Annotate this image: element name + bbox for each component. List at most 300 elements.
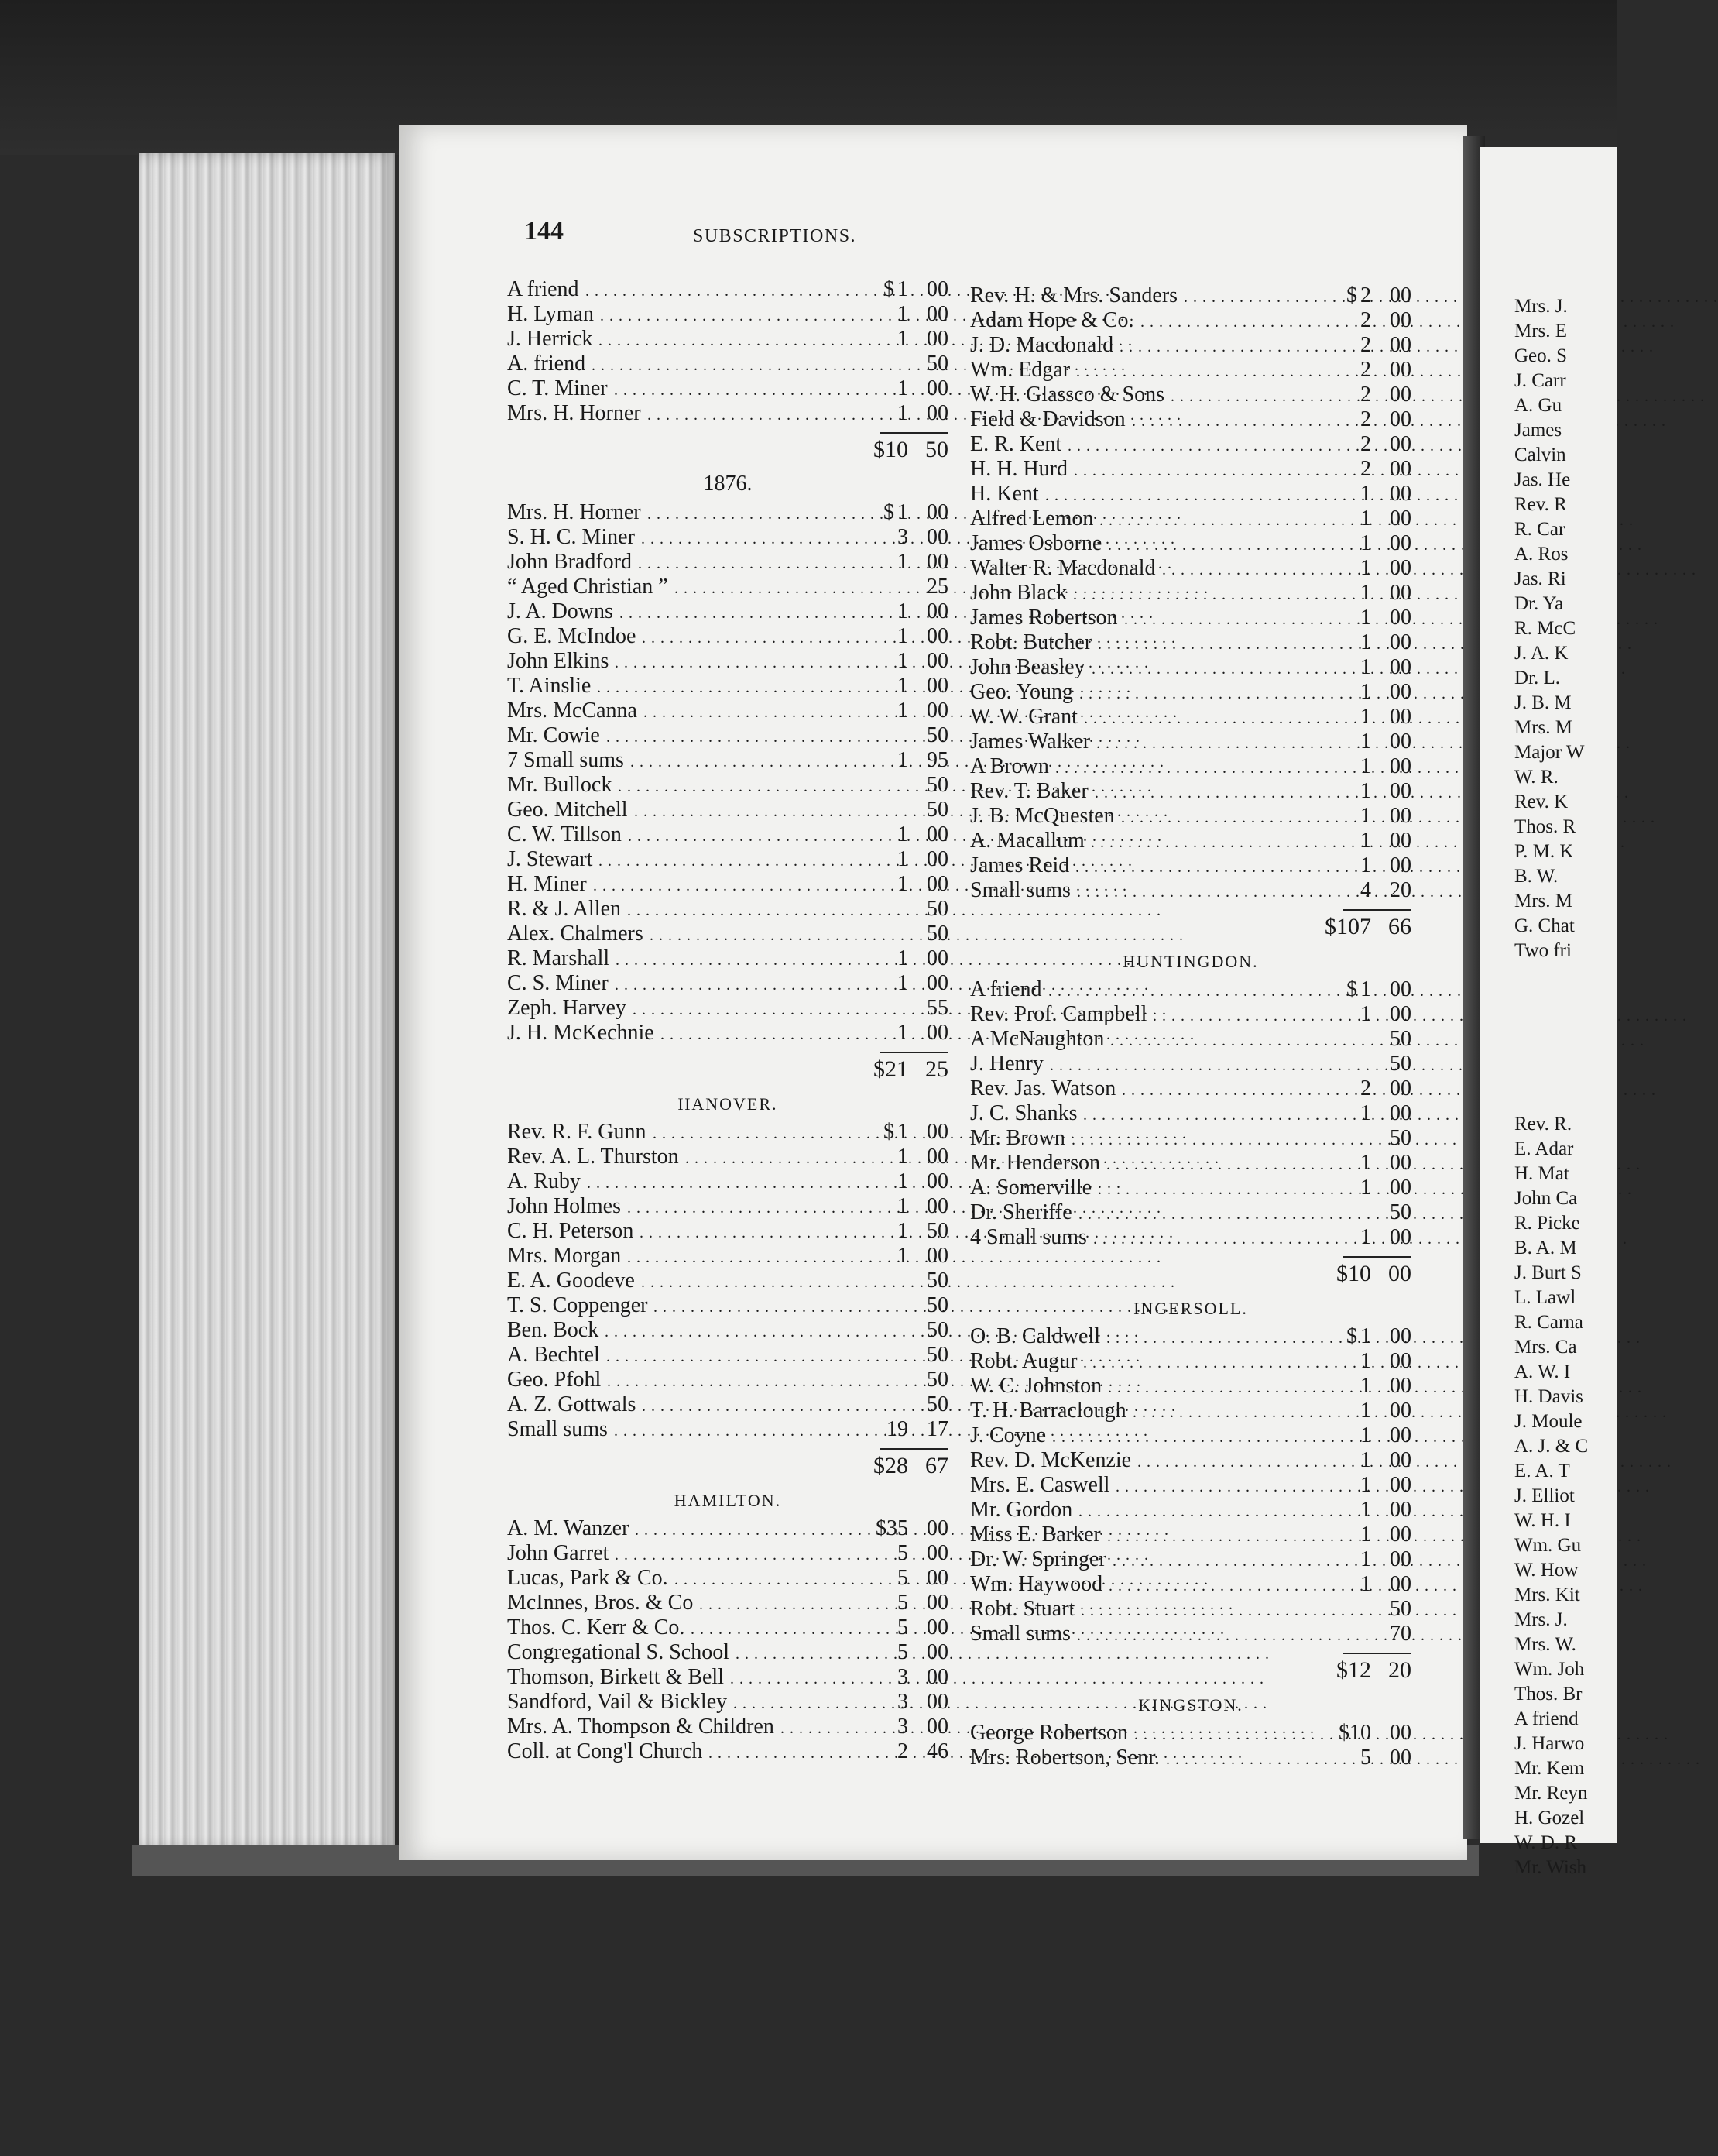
amount-cents: 00 (927, 1541, 948, 1565)
subscription-amount (1357, 1101, 1411, 1126)
subscriber-name: A. Bechtel (507, 1343, 600, 1367)
subscription-entry (507, 1269, 948, 1293)
dot-leader (627, 1194, 888, 1219)
amount-cents: 00 (927, 1145, 948, 1169)
subscriber-name: “ Aged Christian ” (507, 575, 668, 599)
subscription-entry (507, 649, 948, 674)
facing-page-entry: Geo. S (1514, 345, 1568, 366)
dot-leader (606, 723, 888, 748)
facing-page-entry: Dr. L. (1514, 668, 1561, 688)
subscriber-list-1876 (507, 500, 948, 1045)
subscription-amount (894, 575, 948, 599)
subscription-amount (1357, 779, 1411, 804)
subscription-entry (970, 730, 1411, 754)
amount-cents: 50 (927, 773, 948, 797)
subscriber-name: Rev. Prof. Campbell (970, 1002, 1147, 1026)
dot-leader (1073, 581, 1351, 606)
subscriber-name: James Walker (970, 730, 1091, 754)
subscription-entry (970, 705, 1411, 730)
subscription-amount (894, 1194, 948, 1219)
currency-symbol: $ (876, 1516, 886, 1540)
section-total (970, 1648, 1411, 1688)
subscriber-name: Geo. Pfohl (507, 1368, 602, 1392)
amount-dollars: 5 (897, 1640, 908, 1664)
dot-leader (1092, 655, 1351, 680)
dot-leader (1116, 1473, 1351, 1498)
subscription-amount (1357, 407, 1411, 432)
subscription-entry (507, 624, 948, 649)
dot-leader (1055, 754, 1351, 779)
total-rule (1343, 909, 1411, 911)
subscriber-name: Adam Hope & Co. (970, 308, 1134, 332)
subscriber-name: George Robertson (970, 1721, 1128, 1745)
subscription-amount (894, 327, 948, 352)
subscriber-name: W. H. Glassco & Sons (970, 383, 1164, 407)
currency-symbol: $ (883, 277, 894, 301)
dot-leader (1134, 1721, 1332, 1746)
subscription-amount (1357, 1597, 1411, 1622)
amount-cents: 50 (927, 1219, 948, 1243)
subscriber-list-ingersoll (970, 1324, 1411, 1646)
subscription-amount (894, 798, 948, 822)
facing-page-entry: Mr. Reyn (1514, 1783, 1588, 1804)
subscription-amount (894, 302, 948, 327)
facing-page-entry: Rev. R (1514, 494, 1567, 515)
facing-page-entry: W. H. I (1514, 1510, 1571, 1531)
amount-cents: 50 (927, 1368, 948, 1392)
amount-cents: 00 (927, 822, 948, 846)
amount-cents: 00 (1390, 506, 1411, 530)
dot-leader (607, 1368, 888, 1392)
amount-cents: 17 (927, 1417, 948, 1441)
amount-cents: 55 (927, 996, 948, 1020)
subscriber-name: Miss E. Barker (970, 1523, 1101, 1547)
amount-dollars: 1 (1360, 1225, 1371, 1249)
subscription-amount (1357, 531, 1411, 556)
dot-leader (1107, 1523, 1351, 1547)
subscription-entry (970, 1101, 1411, 1126)
subscription-amount (1357, 308, 1411, 333)
subscriber-name: H. H. Hurd (970, 457, 1068, 481)
subscription-entry (507, 302, 948, 327)
facing-page-entry: Wm. Joh (1514, 1659, 1585, 1680)
facing-page-entry: J. B. M (1514, 692, 1572, 713)
subscription-entry (507, 1392, 948, 1417)
subscription-amount (894, 971, 948, 996)
subscription-amount (876, 1516, 948, 1541)
amount-dollars: 1 (897, 946, 908, 970)
amount-cents: 00 (927, 1640, 948, 1664)
subscriber-name: James Robertson (970, 606, 1118, 630)
subscription-entry (970, 1324, 1411, 1349)
facing-page-entry: Thos. R (1514, 816, 1576, 837)
subscriber-name: Rev. H. & Mrs. Sanders (970, 283, 1178, 307)
amount-dollars: 3 (897, 1690, 908, 1714)
amount-cents: 00 (1390, 754, 1411, 778)
subscription-entry (970, 853, 1411, 878)
amount-dollars: 1 (897, 822, 908, 846)
dot-leader (730, 1665, 888, 1690)
dot-leader (592, 352, 888, 376)
subscriber-name: A. Macallum (970, 829, 1085, 853)
subscription-amount (1346, 977, 1411, 1002)
dot-leader (1153, 1002, 1351, 1027)
facing-page-entry: P. M. K (1514, 841, 1574, 862)
subscription-amount (1357, 1572, 1411, 1597)
subscription-entry (970, 1002, 1411, 1027)
amount-dollars: 2 (1360, 333, 1371, 357)
subscription-amount (894, 674, 948, 699)
subscriber-name: Mr. Bullock (507, 773, 612, 797)
subscription-amount (894, 822, 948, 847)
subscription-amount (1357, 482, 1411, 506)
currency-symbol: $ (883, 500, 894, 524)
amount-cents: 00 (1390, 556, 1411, 580)
amount-cents: 00 (927, 376, 948, 400)
total-rule (880, 1448, 948, 1450)
dot-leader (627, 1244, 888, 1269)
subscriber-name: O. B. Caldwell (970, 1324, 1100, 1348)
dot-leader (615, 971, 888, 996)
amount-dollars: 1 (1360, 1151, 1371, 1175)
dot-leader (619, 599, 888, 624)
subscription-entry (507, 1120, 948, 1145)
subscriber-name: H. Kent (970, 482, 1039, 506)
subscription-entry (507, 575, 948, 599)
subscription-entry (970, 457, 1411, 482)
subscription-amount (894, 1665, 948, 1690)
total-dollars: $107 (1325, 914, 1371, 939)
facing-page-entry: Mrs. M (1514, 717, 1573, 738)
subscription-entry (507, 1417, 948, 1442)
subscriber-name: J. Henry (970, 1052, 1044, 1076)
currency-symbol: $ (1346, 1324, 1357, 1348)
amount-cents: 00 (927, 1194, 948, 1218)
dot-leader (634, 798, 888, 822)
subscription-amount (1357, 754, 1411, 779)
amount-dollars: 2 (1360, 308, 1371, 332)
amount-dollars: 4 (1360, 878, 1371, 902)
subscriber-name: Robt. Butcher (970, 630, 1092, 654)
dot-leader (618, 773, 888, 798)
subscriber-name: John Beasley (970, 655, 1085, 679)
amount-dollars: 1 (1360, 531, 1371, 555)
subscription-entry (507, 1541, 948, 1566)
amount-cents: 00 (1390, 1721, 1411, 1745)
subscription-amount (894, 748, 948, 773)
facing-page-entry: B. W. (1514, 866, 1559, 887)
total-rule (880, 1052, 948, 1053)
subscriber-name: Robt. Augur (970, 1349, 1078, 1373)
subscription-amount (1357, 333, 1411, 358)
facing-page-entry: R. Carna (1514, 1312, 1583, 1333)
subscription-entry (970, 383, 1411, 407)
subscriber-name: Rev. D. McKenzie (970, 1448, 1132, 1472)
subscription-entry (970, 754, 1411, 779)
amount-dollars: 3 (897, 1715, 908, 1739)
subscription-entry (507, 946, 948, 971)
subscription-entry (970, 482, 1411, 506)
dot-leader (640, 1219, 888, 1244)
facing-page-entry: Mrs. W. (1514, 1634, 1576, 1655)
amount-dollars: 1 (897, 699, 908, 723)
amount-cents: 00 (1390, 1473, 1411, 1497)
amount-dollars: 19 (886, 1417, 908, 1441)
subscriber-name: James Osborne (970, 531, 1102, 555)
subscription-entry (507, 376, 948, 401)
amount-cents: 00 (1390, 1399, 1411, 1423)
amount-dollars: 1 (1360, 754, 1371, 778)
subscriber-name: Mr. Brown (970, 1126, 1065, 1150)
amount-cents: 00 (927, 674, 948, 698)
subscription-amount (883, 500, 948, 525)
total-amount (1325, 914, 1411, 940)
subscription-amount (894, 1318, 948, 1343)
facing-page-entry: R. Car (1514, 519, 1565, 540)
dot-leader (614, 1417, 880, 1442)
total-cents: 66 (1388, 914, 1411, 939)
amount-dollars: 1 (1360, 1547, 1371, 1571)
subscription-entry (507, 525, 948, 550)
amount-dollars: 2 (1360, 383, 1371, 407)
subscription-amount (1357, 1399, 1411, 1423)
subscription-amount (894, 649, 948, 674)
subscription-amount (894, 723, 948, 748)
facing-page-block-2 (1480, 1112, 1588, 1880)
subscriber-name: Robt. Stuart (970, 1597, 1075, 1621)
subscriber-name: W. W. Grant (970, 705, 1078, 729)
facing-page-entry: Rev. R. (1514, 1114, 1572, 1135)
dot-leader (1110, 1027, 1351, 1052)
dot-leader (642, 1392, 888, 1417)
amount-dollars: 1 (1360, 482, 1371, 506)
subscriber-name: Mr. Cowie (507, 723, 600, 747)
subscription-entry (507, 922, 948, 946)
section-heading-kingston: KINGSTON. (1138, 1695, 1243, 1715)
amount-cents: 00 (1390, 1151, 1411, 1175)
subscription-entry (507, 1293, 948, 1318)
facing-page-entry: W. D. R (1514, 1832, 1578, 1853)
subscriber-name: Walter R. Macdonald (970, 556, 1156, 580)
subscriber-name: Mrs. A. Thompson & Children (507, 1715, 774, 1739)
subscriber-name: T. H. Barraclough (970, 1399, 1126, 1423)
amount-cents: 50 (927, 1318, 948, 1342)
subscription-entry (970, 1473, 1411, 1498)
amount-cents: 50 (927, 798, 948, 822)
dot-leader (1108, 531, 1351, 556)
facing-page-entry: Mrs. E (1514, 321, 1568, 342)
subscription-amount (1357, 680, 1411, 705)
subscription-entry (970, 1151, 1411, 1176)
total-amount (1336, 1261, 1411, 1287)
amount-dollars: 1 (897, 1244, 908, 1268)
amount-dollars: 1 (1360, 1101, 1371, 1125)
subscriber-name: Dr. Sheriffe (970, 1200, 1072, 1224)
amount-cents: 00 (1390, 1547, 1411, 1571)
subscription-entry (970, 358, 1411, 383)
subscription-entry (970, 1176, 1411, 1200)
total-cents: 00 (1388, 1261, 1411, 1286)
amount-dollars: 1 (1360, 506, 1371, 530)
facing-page-entry: Calvin (1514, 445, 1566, 465)
amount-cents: 00 (927, 525, 948, 549)
subscription-entry (970, 333, 1411, 358)
facing-page-entry: J. Carr (1514, 370, 1566, 391)
dot-leader (1095, 779, 1351, 804)
total-dollars: $10 (1336, 1261, 1371, 1286)
subscription-entry (970, 1399, 1411, 1423)
subscription-entry (507, 401, 948, 426)
subscription-amount (1357, 1076, 1411, 1101)
subscription-amount (886, 1417, 948, 1442)
currency-symbol: $ (1346, 977, 1357, 1001)
dot-leader (1108, 1374, 1351, 1399)
subscriber-name: Rev. Jas. Watson (970, 1076, 1116, 1100)
subscription-entry (507, 1591, 948, 1615)
section-heading-hanover: HANOVER. (677, 1094, 778, 1114)
subscription-entry (507, 1368, 948, 1392)
subscription-amount (1357, 1622, 1411, 1646)
dot-leader (630, 748, 888, 773)
facing-page-entry: Jas. Ri (1514, 568, 1566, 589)
amount-cents: 50 (927, 1392, 948, 1416)
amount-dollars: 1 (897, 971, 908, 995)
amount-cents: 00 (927, 401, 948, 425)
subscription-amount (1339, 1721, 1411, 1746)
subscriber-name: J. Stewart (507, 847, 593, 871)
dot-leader (1072, 1126, 1351, 1151)
subscriber-name: Rev. A. L. Thurston (507, 1145, 679, 1169)
dot-leader (736, 1640, 888, 1665)
dot-leader (1098, 630, 1351, 655)
subscription-amount (1357, 804, 1411, 829)
subscription-amount (894, 946, 948, 971)
subscriber-name: Wm. Haywood (970, 1572, 1103, 1596)
dot-leader (641, 525, 888, 550)
facing-page-entry: Major W (1514, 742, 1585, 763)
subscriber-name: E. A. Goodeve (507, 1269, 635, 1293)
subscriber-name: Dr. W. Springer (970, 1547, 1106, 1571)
subscriber-name: A. Z. Gottwals (507, 1392, 636, 1416)
subscription-entry (507, 1219, 948, 1244)
book-page-edges (139, 153, 395, 1849)
facing-page-entry: J. Burt S (1514, 1262, 1582, 1283)
amount-cents: 50 (927, 723, 948, 747)
amount-cents: 00 (1390, 482, 1411, 506)
amount-cents: 00 (927, 1690, 948, 1714)
dot-leader (585, 277, 877, 302)
subscription-entry (507, 1665, 948, 1690)
dot-leader (780, 1715, 888, 1739)
amount-dollars: 1 (1360, 655, 1371, 679)
subscriber-name: A McNaughton (970, 1027, 1105, 1051)
subscriber-name: A. Somerville (970, 1176, 1092, 1200)
subscription-entry (970, 1572, 1411, 1597)
dot-leader (628, 822, 888, 847)
currency-symbol: $ (1346, 283, 1357, 307)
subscription-amount (894, 1293, 948, 1318)
dot-leader (1099, 506, 1351, 531)
dot-leader (593, 872, 888, 897)
subscriber-name: C. H. Peterson (507, 1219, 634, 1243)
amount-dollars: 1 (897, 1219, 908, 1243)
dot-leader (1093, 1225, 1351, 1250)
facing-page-entry: J. A. K (1514, 643, 1569, 664)
amount-cents: 00 (1390, 333, 1411, 357)
subscription-entry (507, 1615, 948, 1640)
subscriber-name: R. Marshall (507, 946, 610, 970)
subscription-entry (507, 1244, 948, 1269)
dot-leader (674, 575, 888, 599)
dot-leader (1077, 878, 1351, 903)
dot-leader (1078, 1498, 1351, 1523)
subscription-amount (894, 847, 948, 872)
facing-page-entry: Mrs. Ca (1514, 1337, 1577, 1358)
subscription-entry (970, 1746, 1411, 1770)
subscriber-list-continued (970, 283, 1411, 903)
subscription-entry (507, 327, 948, 352)
subscription-entry (507, 599, 948, 624)
subscriber-name: Coll. at Cong'l Church (507, 1739, 703, 1763)
subscription-entry (970, 630, 1411, 655)
subscription-amount (1357, 358, 1411, 383)
subscription-entry (507, 1194, 948, 1219)
amount-dollars: 2 (1360, 283, 1371, 307)
amount-dollars: 1 (1360, 1176, 1371, 1200)
amount-dollars: 1 (1360, 1473, 1371, 1497)
dot-leader (1132, 407, 1351, 432)
amount-cents: 00 (927, 649, 948, 673)
amount-dollars: 1 (1360, 1002, 1371, 1026)
dot-leader (1050, 1052, 1351, 1076)
subscription-amount (1357, 606, 1411, 630)
dot-leader (633, 996, 888, 1021)
amount-dollars: 1 (897, 277, 908, 301)
amount-dollars: 1 (1360, 606, 1371, 630)
facing-page-entry: A. Gu (1514, 395, 1562, 416)
subscriber-name: A. friend (507, 352, 586, 376)
dot-leader (1075, 853, 1351, 878)
facing-page-entry: Mrs. J. (1514, 1609, 1568, 1630)
dot-leader (1124, 606, 1351, 630)
total-rule (880, 432, 948, 434)
amount-cents: 00 (1390, 680, 1411, 704)
subscriber-name: Geo. Young (970, 680, 1074, 704)
subscription-amount (1357, 1200, 1411, 1225)
subscription-entry (970, 1523, 1411, 1547)
year-heading: 1876. (703, 472, 753, 496)
subscription-entry (507, 1516, 948, 1541)
amount-cents: 00 (1390, 1423, 1411, 1447)
subscriber-name: Small sums (970, 1622, 1071, 1646)
subscriptions-column-left (507, 277, 948, 1764)
subscription-amount (1357, 878, 1411, 903)
amount-cents: 00 (927, 847, 948, 871)
dot-leader (1083, 1101, 1351, 1126)
subscriber-name: Mr. Henderson (970, 1151, 1100, 1175)
subscription-amount (1346, 283, 1411, 308)
dot-leader (1137, 1448, 1351, 1473)
total-amount (873, 1056, 948, 1083)
dot-leader (660, 1021, 888, 1045)
subscription-entry (970, 878, 1411, 903)
subscriber-name: Small sums (507, 1417, 608, 1441)
total-amount (1336, 1657, 1411, 1684)
facing-page-entry: Thos. Br (1514, 1684, 1583, 1705)
facing-page-entry: Mr. Wish (1514, 1857, 1586, 1878)
subscription-entry (507, 1739, 948, 1764)
dot-leader (685, 1145, 888, 1169)
